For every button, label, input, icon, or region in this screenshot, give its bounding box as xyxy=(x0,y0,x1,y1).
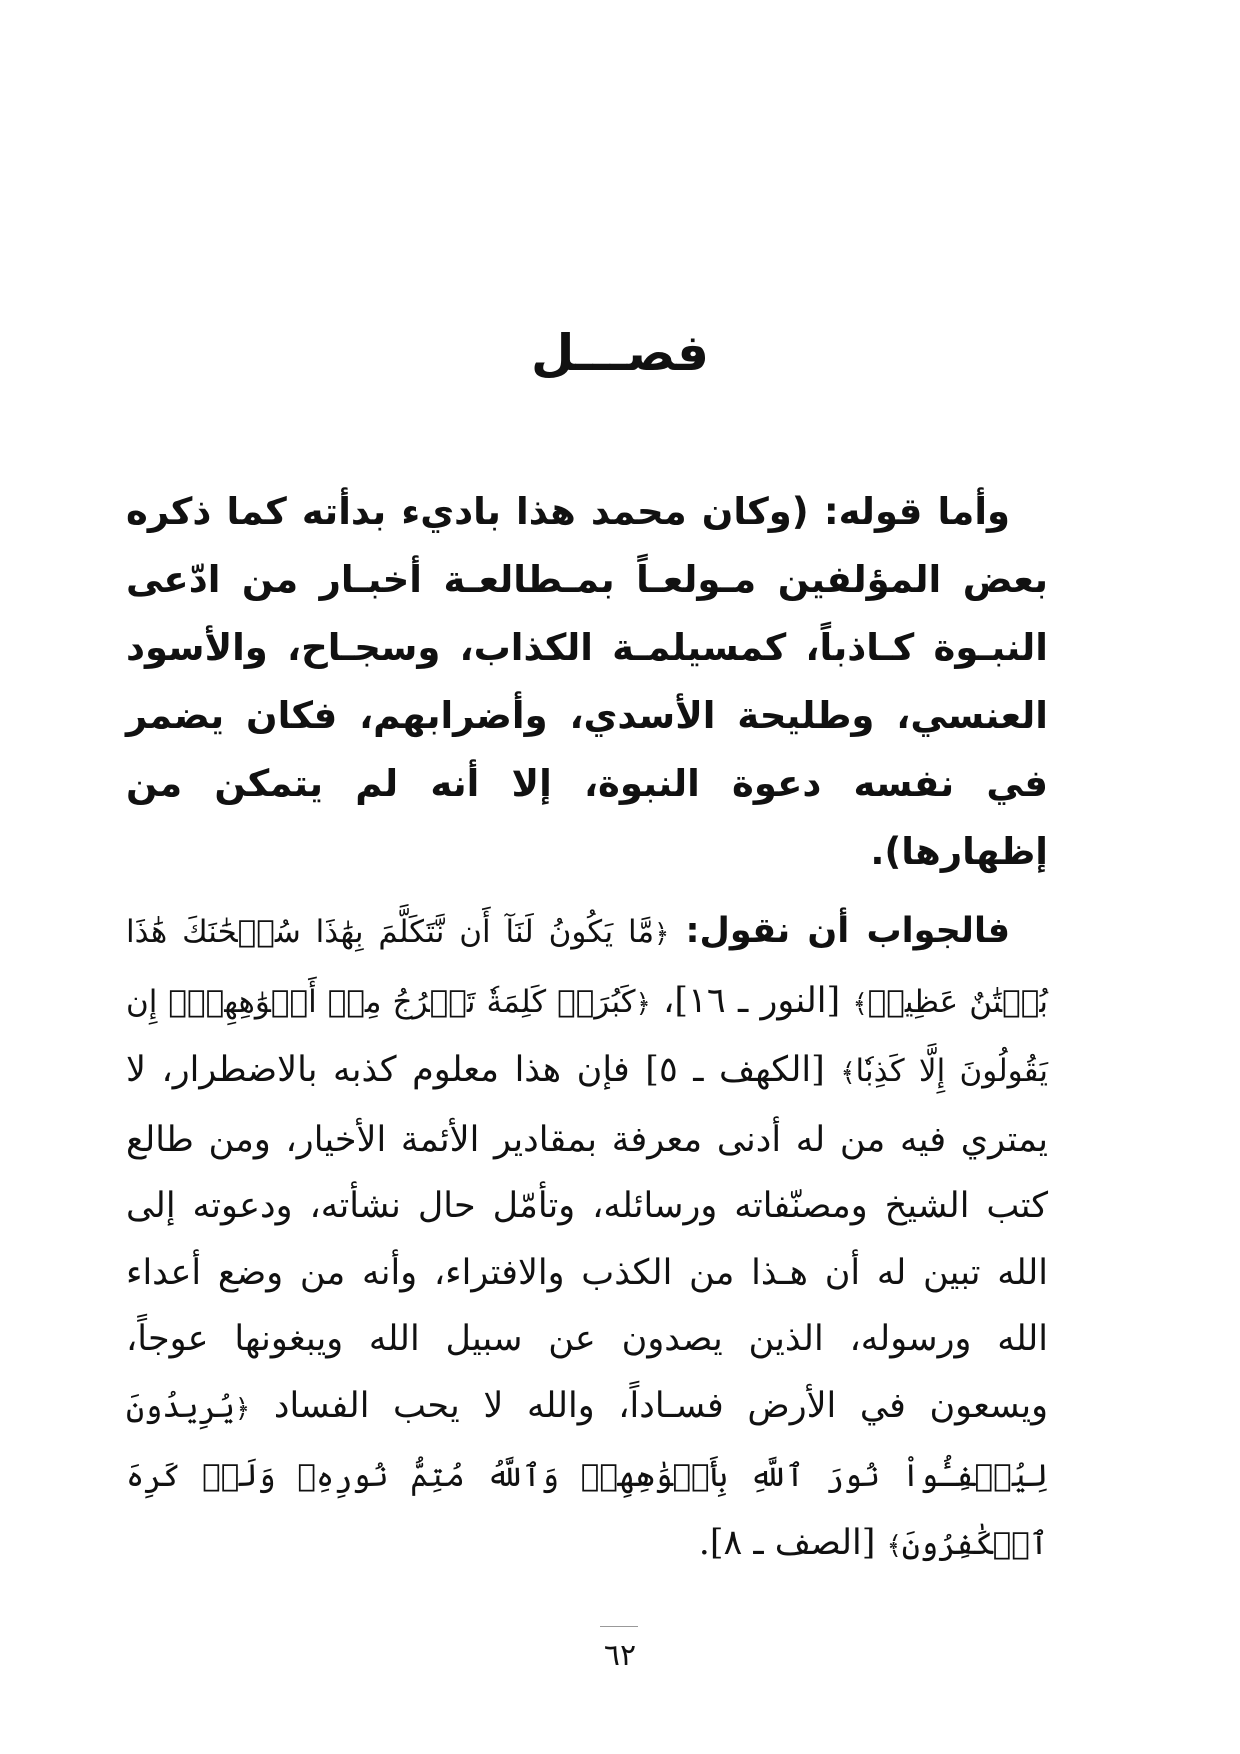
quote-paragraph: وأما قوله: (وكان محمد هذا باديء بدأته كما ذكره بعض المؤلفين مـولعـاً بمـطالعـة أخبـار من ادّعى النبـوة كـاذباً، كمسيلمـة الكذاب، وسجـاح، والأسود العنسي، وطليحة الأسدي، وأضرابهم، فكان يضمر في نفسه دعوة النبوة، إلا أنه لم يتمكن من إظهارها). xyxy=(126,490,1048,873)
page-number: ٦٢ xyxy=(603,1638,637,1673)
quran-verse: كَبُرَتۡ كَلِمَةٗ تَخۡرُجُ مِنۡ أَفۡوَٰهِهِمۡۚ إِن يَقُولُونَ إِلَّا كَذِبٗا xyxy=(126,983,1048,1089)
section-title: فصـــل xyxy=(531,324,709,382)
quran-verse: مَّا يَكُونُ لَنَآ أَن نَّتَكَلَّمَ بِهَٰذَا سُبۡحَٰنَكَ هَٰذَا بُهۡتَٰنٌ عَظِيمٞ xyxy=(126,914,1048,1020)
verse-open-bracket: ﴿ xyxy=(654,919,670,949)
answer-paragraph xyxy=(126,898,1048,1579)
answer-lead: فالجواب أن نقول: xyxy=(685,911,1010,951)
verse-reference: [الصف ـ ٨]. xyxy=(698,1522,876,1563)
verse-reference: [النور ـ ١٦]، xyxy=(663,980,841,1021)
verse-open-bracket: ﴿ xyxy=(234,1393,251,1424)
verse-open-bracket: ﴿ xyxy=(635,988,651,1019)
footer-rule xyxy=(600,1626,638,1627)
verse-close-bracket: ﴾ xyxy=(852,988,868,1019)
verse-close-bracket: ﴾ xyxy=(840,1058,856,1088)
verse-close-bracket: ﴾ xyxy=(886,1530,902,1561)
verse-reference: [الكهف ـ ٥] xyxy=(645,1050,825,1090)
answer-body: فإن هذا معلوم كذبه بالاضطرار، لا يمتري فيه من له أدنى معرفة بمقادير الأئمة الأخيار، ومن طالع كتب الشيخ ومصنّفاته ورسائله، وتأمّل حال نشأته، ودعوته إلى الله تبين له أن هـذا من الكذب والافتراء، وأنه من وضع أعداء الله ورسوله، الذين يصدون عن سبيل الله ويبغونها عوجاً، ويسعون في الأرض فسـاداً، والله لا يحب الفساد xyxy=(126,1050,1048,1426)
quran-verse: يُرِيدُونَ لِيُطۡفِـُٔواْ نُورَ ٱللَّهِ بِأَفۡوَٰهِهِمۡ وَٱللَّهُ مُتِمُّ نُورِهِۦ وَلَوۡ كَرِهَ ٱلۡكَٰفِرُونَ xyxy=(126,1388,1048,1562)
